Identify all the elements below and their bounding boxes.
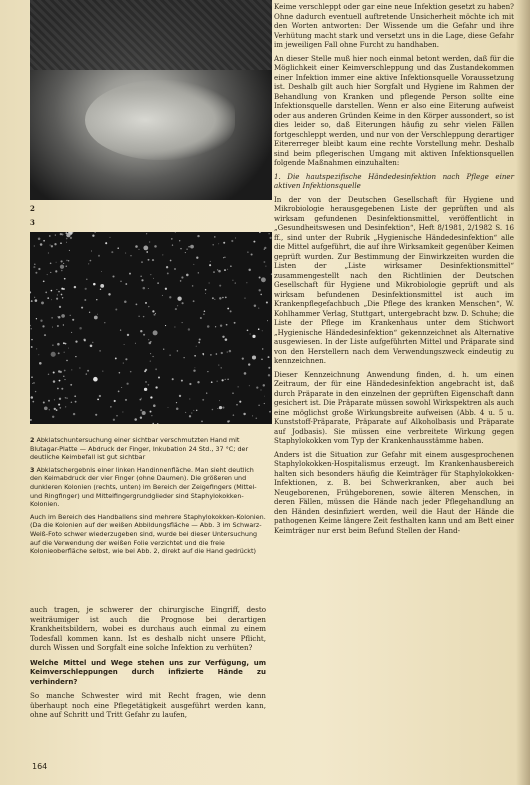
photo-agar-plate	[30, 232, 272, 424]
right-paragraph-5: Anders ist die Situation zur Gefahr mit einem ausgesprochenen Staphylokokken-Hospitalismus erzeugt. Im Krankenhausbereich halten sich besonders häufig die Keimträger für Staphylokokken-Infektionen, z. B. bei Schwerkranken, aber auch bei Neugeborenen, Frühgeborenen, sowie älteren Menschen, in deren Fällen, müssen die Hände nach jeder Pflegehandlung an den Händen desinfiziert werden, weil die Haut der Hände die pathogenen Keime längere Zeit festhalten kann und am Bett einer Keimträger nur erst beim Befund Stellen der Hand-	[274, 449, 514, 535]
right-paragraph-1: Keime verschleppt oder gar eine neue Infektion gesetzt zu haben? Ohne dadurch eventuell auftretende Unsicherheit möchte ich mit den Worten antworten: Der Wissende um die Gefahr und ihre Verhütung macht stark und versetzt uns in die Lage, diese Gefahr im jeweiligen Fall ohne Furcht zu handhaben.	[274, 2, 514, 49]
right-subheading: 1. Die hautspezifische Händedesinfektion nach Pflege einer aktiven Infektionsquelle	[274, 171, 514, 190]
glove-texture	[30, 0, 272, 70]
left-column	[30, 605, 266, 724]
photo-hand-print	[30, 0, 272, 200]
caption-3	[30, 466, 266, 509]
left-paragraph-1: auch tragen, je schwerer der chirurgische Eingriff, desto weiträumiger ist auch die Prognose bei derartigen Krankheitsbildern, wobei es durchaus auch einmal zu einem Todesfall kommen kann. Ist es deshalb nicht unsere Pflicht, durch Wissen und Sorgfalt eine solche Infektion zu verhüten?	[30, 605, 266, 652]
caption-2	[30, 436, 266, 462]
right-column	[274, 2, 514, 539]
right-paragraph-4: Dieser Kennzeichnung Anwendung finden, d. h. um einen Zeitraum, der für eine Händedesinfektion angebracht ist, daß durch Präparate in den einzelnen der geprüften Eigenschaft dann gesichert ist. Die Präparate müssen sowohl Wirkspektren als auch eine möglichst große Wirkungsbreite aufweisen (Abb. 4 u. 5 u. Kunststoff-Präparate, Präparate auf Alkoholbasis und Präparate auf Jodbasis). Sie müssen eine verbreitete Wirkung gegen Staphylokokken vom Typ der Krankenhausstämme haben.	[274, 369, 514, 445]
right-paragraph-3: In der von der Deutschen Gesellschaft für Hygiene und Mikrobiologie herausgegebenen Liste der geprüften und als wirksam gefundenen Desinfektionsmittel, veröffentlicht in „Gesundheitswesen und Desinfektion“, Heft 8/1981, 2/1982 S. 16 ff., sind unter der Rubrik „Hygienische Händedesinfektion“ alle die Mittel aufgeführt, die auf ihre Wirksamkeit gegenüber Keimen geprüft wurden. Zur Bestimmung der Einwirkzeiten wurden die Listen der „Liste wirksamer Desinfektionsmittel“ zusammengestellt nach den Richtlinien der Deutschen Gesellschaft für Hygiene und Mikrobiologie geprüft und als wirksam befundenen Desinfektionsmittel ist auch im Krankenpflegefachbuch „Die Pflege des kranken Menschen“, W. Kohlhammer Verlag, Stuttgart, untergebracht bzw. D. Schuhe; die Liste der Pflege im Krankenhaus unter dem Stichwort „Hygienische Händedesinfektion“ gekennzeichnet als Alternative ausgewiesen. In der Liste aufgeführten Mittel und Präparate sind von den Herstellern nach dem Verwendungszweck eindeutig zu kennzeichnen.	[274, 194, 514, 365]
caption-3-text: Abklatschergebnis einer linken Handinnenfläche. Man sieht deutlich den Keimabdruck der vier Finger (ohne Daumen). Die größeren und dunkleren Kolonien (rechts, unten) im Bereich der Zeigefingers (Mittel- und Ringfinger) und Mittelfingergrundglieder sind Staphylokokken-Kolonien.	[30, 465, 257, 509]
left-paragraph-2: So manche Schwester wird mit Recht fragen, wie denn überhaupt noch eine Pflegetätigkeit ausgeführt werden kann, ohne auf Schritt und Tritt Gefahr zu laufen,	[30, 691, 266, 719]
right-paragraph-2: An dieser Stelle muß hier noch einmal betont werden, daß für die Möglichkeit einer Keimverschleppung und das Zustandekommen einer Infektion immer eine aktive Infektionsquelle Voraussetzung ist. Deshalb gilt auch hier Sorgfalt und Hygiene im Rahmen der Behandlung von Kranken und pflegende Person sollte eine Infektionsquelle darstellen. Wenn er also eine Eiterung aufweist oder aus anderen Gründen Keime in den Körper aussondert, so ist dies leider so, daß Eiterungen häufig zu sehr vielen Fällen fortgeschleppt werden, und nur von der Verschleppung derartiger Eitererreger bleibt kaum eine rechte Vorstellung mehr. Deshalb sind beim pflegerischen Umgang mit aktiven Infektionsquellen folgende Maßnahmen einzuhalten:	[274, 53, 514, 167]
hand-image	[85, 80, 235, 160]
figure-captions	[30, 436, 266, 560]
figure-label-2: 2	[30, 204, 35, 213]
caption-2-number: 2	[30, 436, 35, 444]
caption-2-text: Abklatschuntersuchung einer sichtbar verschmutzten Hand mit Blutagar-Platte — Abdruck der Finger, Inkubation 24 Std., 37 °C; der deutliche Keimbefall ist gut sichtbar	[30, 436, 249, 462]
caption-3-number: 3	[30, 465, 35, 474]
page-edge-shadow	[516, 0, 530, 785]
page-number: 164	[32, 762, 48, 771]
figure-label-3: 3	[30, 218, 35, 227]
caption-3b: Auch im Bereich des Handballens sind mehrere Staphylokokken-Kolonien. (Da die Kolonien auf der weißen Abbildungsfläche — Abb. 3 im Schwarz-Weiß-Foto schwer wiederzugeben sind, wurde bei dieser Untersuchung auf die Verwendung der weißen Folie verzichtet und die freie Kolonieoberfläche selbst, wie bei Abb. 2, direkt auf die Hand gedrückt)	[30, 512, 266, 556]
colony-dots	[30, 232, 272, 424]
section-heading: Welche Mittel und Wege stehen uns zur Verfügung, um Keimverschleppungen durch infizierte Hände zu verhindern?	[30, 658, 266, 686]
